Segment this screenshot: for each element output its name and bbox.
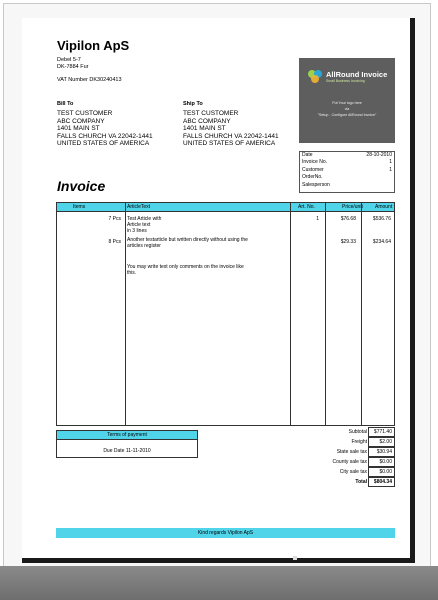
meta-row-customer	[300, 167, 394, 174]
invoice-page	[22, 18, 415, 563]
logo-circles-icon	[307, 69, 323, 83]
total-label: County sale tax	[332, 459, 367, 465]
meta-row-order-no	[300, 174, 394, 181]
row-2-text-line: Another testarticle but written directly without using the	[127, 237, 248, 243]
column-divider	[290, 203, 291, 425]
company-vat: VAT Number DK30240413	[57, 77, 122, 83]
total-value: $804.34	[368, 477, 395, 487]
logo-subtitle: Small Business Invoicing	[326, 79, 365, 83]
bill-to-line: UNITED STATES OF AMERICA	[57, 140, 150, 147]
items-table	[56, 202, 395, 426]
meta-row-date	[300, 152, 394, 159]
column-divider	[361, 203, 362, 425]
total-row-grand-total	[317, 477, 395, 487]
header-items: Items	[73, 204, 86, 210]
total-value: $0.00	[368, 467, 395, 477]
bill-to-line: 1401 MAIN ST	[57, 125, 100, 132]
row-2-text-line: articles register	[127, 243, 161, 249]
meta-key: Invoice No.	[302, 159, 328, 166]
logo-instruction-3: "Setup - Configure AllRound Invoice"	[317, 113, 377, 117]
ship-to-line: FALLS CHURCH VA 22042-1441	[183, 132, 279, 140]
total-value: $771.40	[368, 427, 395, 437]
total-value: $30.94	[368, 447, 395, 457]
meta-row-invoice-no	[300, 159, 394, 166]
invoice-title: Invoice	[57, 178, 106, 194]
terms-of-payment-box	[56, 430, 198, 458]
row-2-text	[127, 237, 287, 249]
row-1-text-line: Article text	[127, 222, 151, 228]
ship-to-line: ABC COMPANY	[183, 117, 231, 125]
company-name: Vipilon ApS	[57, 38, 130, 53]
column-divider	[325, 203, 326, 425]
column-divider	[125, 203, 126, 425]
regards-bar: Kind regards Vipilon ApS	[56, 528, 395, 538]
bill-to-label: Bill To	[57, 101, 74, 107]
header-price: Price/unit	[342, 204, 363, 210]
total-row-county-tax	[317, 457, 395, 467]
row-2-amount: $234.64	[372, 239, 391, 245]
row-1-amount: $536.76	[372, 216, 391, 222]
total-row-freight	[317, 437, 395, 447]
row-1-qty: 7 Pcs	[108, 216, 121, 222]
bill-to-address	[57, 110, 153, 148]
total-row-state-tax	[317, 447, 395, 457]
row-1-text	[127, 216, 287, 234]
terms-due-date: Due Date 11-11-2010	[103, 448, 151, 454]
logo-instruction-1: Put Your logo here	[332, 101, 362, 105]
totals-box	[317, 427, 395, 487]
company-address	[57, 57, 89, 71]
total-row-subtotal	[317, 427, 395, 437]
row-1-text-line: in 3 lines	[127, 228, 147, 234]
ship-to-address	[183, 110, 279, 148]
page-corner-mark	[293, 556, 297, 560]
row-1-price: $76.68	[340, 216, 356, 222]
total-value: $2.00	[368, 437, 395, 447]
total-label: City sale tax	[339, 469, 367, 475]
meta-key: OrderNo.	[302, 174, 323, 181]
total-row-city-tax	[317, 467, 395, 477]
meta-value: 28-10-2010	[366, 152, 392, 158]
header-amount: Amount	[375, 204, 393, 210]
header-article-text: ArticleText	[127, 204, 151, 210]
ship-to-label: Ship To	[183, 101, 203, 107]
total-value: $0.00	[368, 457, 395, 467]
bill-to-line: ABC COMPANY	[57, 117, 105, 125]
bill-to-line: TEST CUSTOMER	[57, 110, 113, 117]
viewer-bottom-band	[0, 566, 438, 600]
logo-instruction-2: via	[344, 107, 350, 111]
company-city: DK-7884 Fur	[57, 64, 89, 70]
total-label: Freight	[351, 439, 367, 445]
items-table-header	[57, 203, 394, 212]
company-street: Debel 5-7	[57, 57, 81, 63]
ship-to-line: TEST CUSTOMER	[183, 110, 239, 117]
meta-key: Customer	[302, 166, 324, 173]
meta-key: Date	[302, 152, 313, 158]
row-3-comment	[127, 264, 287, 276]
total-label: State sale tax	[336, 449, 367, 455]
meta-row-salesperson	[300, 182, 394, 189]
logo-title: AllRound Invoice	[326, 70, 388, 79]
meta-key: Salesperson	[302, 181, 330, 188]
row-3-text-line: this.	[127, 270, 137, 276]
row-1-art-no: 1	[316, 216, 319, 222]
ship-to-line: UNITED STATES OF AMERICA	[183, 140, 276, 147]
row-2-price: $29.33	[340, 239, 356, 245]
meta-value: 1	[389, 166, 392, 173]
row-1-text-line: Test Article with	[127, 216, 162, 222]
invoice-meta-box	[299, 151, 395, 193]
total-label: Subtotal	[348, 429, 367, 435]
row-3-text-line: You may write text only comments on the invoice like	[127, 264, 244, 270]
header-art-no: Art. No.	[298, 204, 315, 210]
logo-placeholder	[299, 58, 395, 143]
terms-header: Terms of payment	[57, 431, 197, 440]
bill-to-line: FALLS CHURCH VA 22042-1441	[57, 132, 153, 140]
total-label: Total	[355, 479, 367, 485]
row-2-qty: 8 Pcs	[108, 239, 121, 245]
ship-to-line: 1401 MAIN ST	[183, 125, 226, 132]
meta-value: 1	[389, 159, 392, 166]
